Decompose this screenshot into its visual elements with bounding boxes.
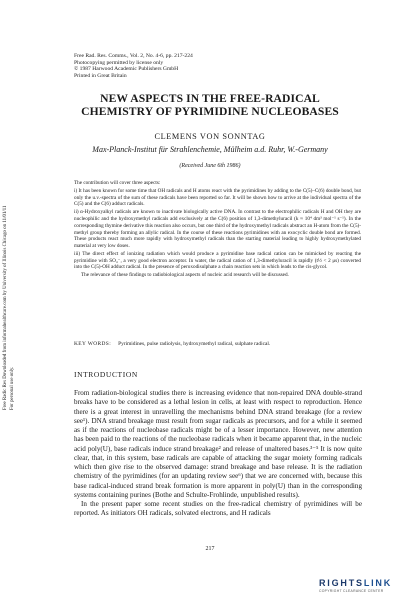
author-affiliation: Max-Planck-Institut für Strahlenchemie, Mülheim a.d. Ruhr, W.-Germany <box>92 145 328 154</box>
download-sidebar <box>3 150 25 410</box>
body-paragraph-1: From radiation-biological studies there is increasing evidence that non-repaired DNA double-strand breaks have to be considered as a lethal lesion in cells, at least with respect to reproduction. Hence there is a great interest in unravelling the mechanisms behind DNA strand breakage (for a review see¹). DNA strand breakage must result from sugar radicals as precursors, and for a while it seemed as if the reactions of nucleobase radicals might be of a lesser importance. However, new attention has been paid to the reactions of the nucleobase radicals when it became apparent that, in the nucleic acid poly(U), base radicals induce strand breakage² and release of unaltered bases.³⁻⁵ It is now quite clear, that, in this system, base radicals are capable of attacking the sugar moiety forming radicals which then give rise to the observed damage: strand breakage and base release. It is the radiation chemistry of the pyrimidines (for an updating review see⁶) that we are concerned with, because this base radical-induced strand break formation is more apparent in poly(U) than in the corresponding systems containing purines (Bothe and Schulte-Frohlinde, unpublished results). <box>74 389 362 499</box>
license-note: Photocopying permitted by license only <box>74 59 164 66</box>
abstract <box>74 180 361 280</box>
abstract-point-2: ii) α-Hydroxyalkyl radicals are known to inactivate biologically active DNA. In contrast to the electrophilic radicals H and OH they are nucleophilic and the hydroxymethyl radicals add exclusively at the C(6) position of 1,3-dimethyluracil (k ≈ 10⁴ dm³ mol⁻¹ s⁻¹). In the corresponding thymine derivative this reaction also occurs, but one third of the hydroxymethyl radicals abstract an H-atom from the C(5)-methyl group thereby forming an allylic radical. In the course of these reactions pyrimidines with an exocyclic double bond are formed. These products react much more rapidly with hydroxymethyl radicals than the starting material leading to highly hydroxymethylated material at very low doses. <box>74 209 361 249</box>
journal-header <box>74 53 193 79</box>
rightslink-subtitle: COPYRIGHT CLEARANCE CENTER <box>319 589 384 593</box>
rightslink-logo <box>319 578 392 588</box>
personal-use-notice: For personal use only. <box>10 366 15 410</box>
keywords-text: Pyrimidines, pulse radiolysis, hydroxymethyl radical, sulphate radical. <box>118 341 271 347</box>
paper-title <box>0 92 420 118</box>
copyright-note: © 1987 Harwood Academic Publishers GmbH <box>74 66 179 73</box>
abstract-point-3: iii) The direct effect of ionizing radiation which would produce a pyrimidine base radical cation can be mimicked by reacting the pyrimidine with SO₄⁻, a very good electron acceptor. In water, the radical cation of 1,3-dimethyluracil is rapidly (t½ < 2 μs) converted into the C(5)-OH adduct radical. In the presence of peroxodisulphate a chain reaction sets in which leads to the cis-glycol. <box>74 250 361 271</box>
keywords <box>74 341 361 347</box>
journal-citation: Free Rad. Res. Comms., Vol. 2, No. 4-6, pp. 217-224 <box>74 53 193 59</box>
body-paragraph-2: In the present paper some recent studies on the free-radical chemistry of pyrimidines will be reported. As initiators OH radicals, solvated electrons, and H radicals <box>74 500 362 518</box>
page-number: 217 <box>205 546 215 552</box>
section-heading: INTRODUCTION <box>74 370 138 379</box>
download-notice: Free Radic Res Downloaded from informahealthcare.com by University of Illinois Chicago on 11/01/11 <box>3 205 8 410</box>
rightslink-part-2: LINK <box>363 578 393 588</box>
keywords-label: KEY WORDS: <box>74 341 112 347</box>
title-line-1: NEW ASPECTS IN THE FREE-RADICAL <box>100 92 320 105</box>
abstract-relevance: The relevance of these findings to radiobiological aspects of nucleic acid research will be discussed. <box>81 272 289 279</box>
printed-note: Printed in Great Britain <box>74 72 127 79</box>
rightslink-badge[interactable] <box>319 578 392 593</box>
received-date: (Received June 6th 1986) <box>179 163 241 169</box>
abstract-intro: The contribution will cover three aspects: <box>74 180 161 186</box>
abstract-point-1: i) It has been known for some time that OH radicals and H atoms react with the pyrimidines by adding to the C(5)–C(6) double bond, but only the u.v.-spectra of the sum of these radicals have been reported so far. It will be shown how to arrive at the individual spectra of the C(5) and the C(6) adduct radicals. <box>74 188 361 208</box>
body-text <box>74 389 362 519</box>
author-name: CLEMENS VON SONNTAG <box>154 132 266 141</box>
title-line-2: CHEMISTRY OF PYRIMIDINE NUCLEOBASES <box>81 105 339 118</box>
rightslink-part-1: RIGHTS <box>319 578 364 588</box>
